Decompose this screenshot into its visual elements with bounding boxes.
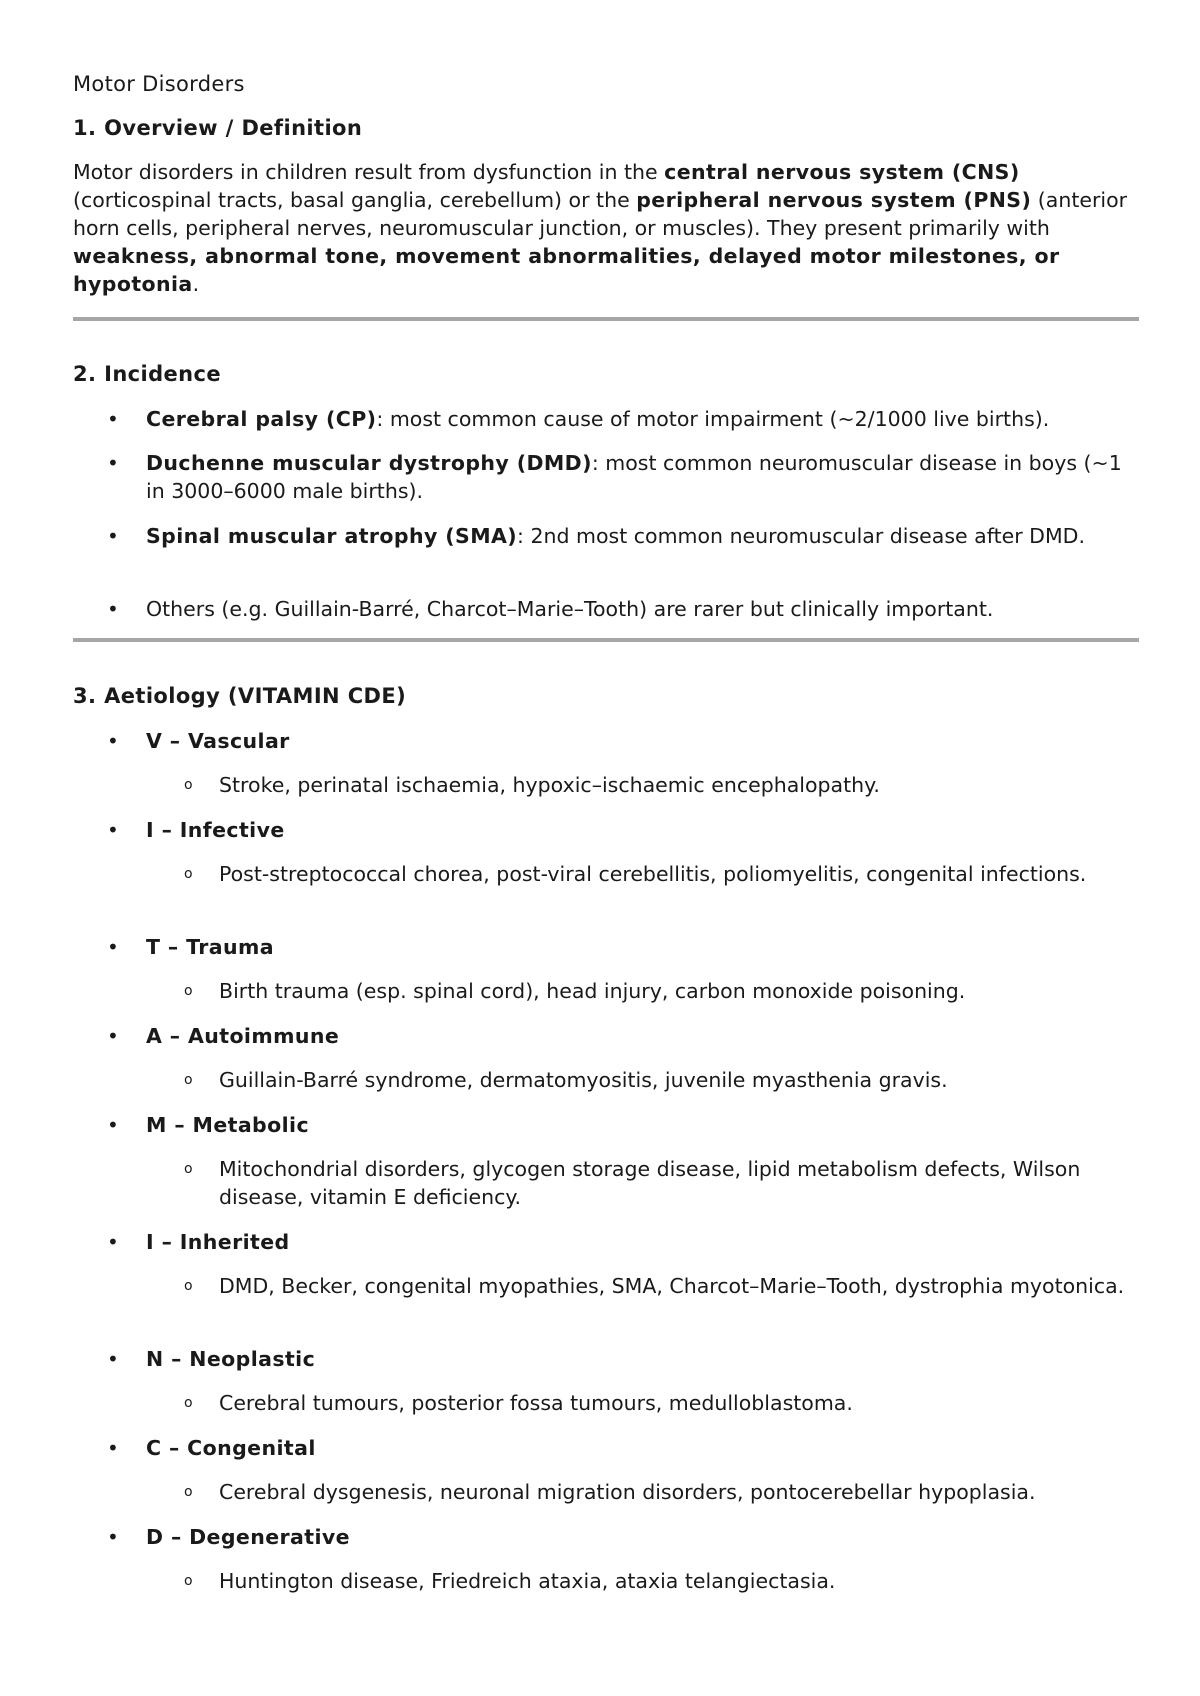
document-title: Motor Disorders: [73, 72, 245, 96]
category-label: A – Autoimmune: [146, 1024, 340, 1048]
detail-text: Huntington disease, Friedreich ataxia, ataxia telangiectasia.: [219, 1569, 836, 1593]
bullet-icon: •: [107, 597, 119, 621]
category-label: M – Metabolic: [146, 1113, 310, 1137]
section-1-paragraph: [73, 158, 1133, 298]
bullet-icon: •: [107, 729, 119, 753]
sub-bullet-icon: o: [184, 1278, 193, 1294]
paragraph-text: (anterior horn cells, peripheral nerves, neuromuscular junction, or muscles). They present primarily with: [73, 188, 1128, 240]
sub-bullet-icon: o: [184, 1161, 193, 1177]
bullet-icon: •: [107, 1024, 119, 1048]
bullet-icon: •: [107, 1113, 119, 1137]
bullet-icon: •: [107, 1436, 119, 1460]
category-label: I – Infective: [146, 818, 285, 842]
sub-bullet-icon: o: [184, 1573, 193, 1589]
sub-bullet-icon: o: [184, 1072, 193, 1088]
category-label: C – Congenital: [146, 1436, 316, 1460]
section-divider: [73, 638, 1139, 642]
paragraph-text: (corticospinal tracts, basal ganglia, cerebellum) or the: [73, 188, 637, 212]
category-label: I – Inherited: [146, 1230, 290, 1254]
list-item-text: Cerebral palsy (CP): most common cause of motor impairment (~2/1000 live births).: [146, 407, 1050, 431]
category-label: V – Vascular: [146, 729, 290, 753]
detail-text: Stroke, perinatal ischaemia, hypoxic–ischaemic encephalopathy.: [219, 773, 880, 797]
list-item-text: Duchenne muscular dystrophy (DMD): most common neuromuscular disease in boys (~1 in 3000–6000 male births).: [146, 451, 1122, 503]
paragraph-bold-cns: central nervous system (CNS): [664, 160, 1020, 184]
sub-bullet-icon: o: [184, 866, 193, 882]
bullet-icon: •: [107, 451, 119, 475]
paragraph-text: .: [192, 272, 200, 296]
category-label: D – Degenerative: [146, 1525, 350, 1549]
category-label: T – Trauma: [146, 935, 274, 959]
section-divider: [73, 317, 1139, 321]
bullet-icon: •: [107, 935, 119, 959]
list-item-text: Spinal muscular atrophy (SMA): 2nd most common neuromuscular disease after DMD.: [146, 524, 1085, 548]
detail-text: DMD, Becker, congenital myopathies, SMA, Charcot–Marie–Tooth, dystrophia myotonica.: [219, 1274, 1125, 1298]
sub-bullet-icon: o: [184, 1484, 193, 1500]
sub-bullet-icon: o: [184, 983, 193, 999]
sub-bullet-icon: o: [184, 1395, 193, 1411]
detail-text: Post-streptococcal chorea, post-viral cerebellitis, poliomyelitis, congenital infections.: [219, 862, 1087, 886]
paragraph-bold-presentation: weakness, abnormal tone, movement abnormalities, delayed motor milestones, or hypotonia: [73, 244, 1060, 296]
detail-text: Mitochondrial disorders, glycogen storage disease, lipid metabolism defects, Wilson disease, vitamin E deficiency.: [219, 1157, 1081, 1209]
sub-bullet-icon: o: [184, 777, 193, 793]
bullet-icon: •: [107, 1347, 119, 1371]
detail-text: Guillain-Barré syndrome, dermatomyositis, juvenile myasthenia gravis.: [219, 1068, 948, 1092]
bullet-icon: •: [107, 1230, 119, 1254]
paragraph-bold-pns: peripheral nervous system (PNS): [636, 188, 1032, 212]
bullet-icon: •: [107, 407, 119, 431]
bullet-icon: •: [107, 818, 119, 842]
detail-text: Cerebral dysgenesis, neuronal migration disorders, pontocerebellar hypoplasia.: [219, 1480, 1036, 1504]
category-label: N – Neoplastic: [146, 1347, 316, 1371]
bullet-icon: •: [107, 524, 119, 548]
section-1-heading: 1. Overview / Definition: [73, 116, 363, 140]
detail-text: Birth trauma (esp. spinal cord), head injury, carbon monoxide poisoning.: [219, 979, 966, 1003]
section-2-heading: 2. Incidence: [73, 362, 222, 386]
list-item-text: Others (e.g. Guillain-Barré, Charcot–Marie–Tooth) are rarer but clinically important.: [146, 597, 994, 621]
bullet-icon: •: [107, 1525, 119, 1549]
section-3-heading: 3. Aetiology (VITAMIN CDE): [73, 684, 407, 708]
paragraph-text: Motor disorders in children result from dysfunction in the: [73, 160, 665, 184]
detail-text: Cerebral tumours, posterior fossa tumours, medulloblastoma.: [219, 1391, 853, 1415]
